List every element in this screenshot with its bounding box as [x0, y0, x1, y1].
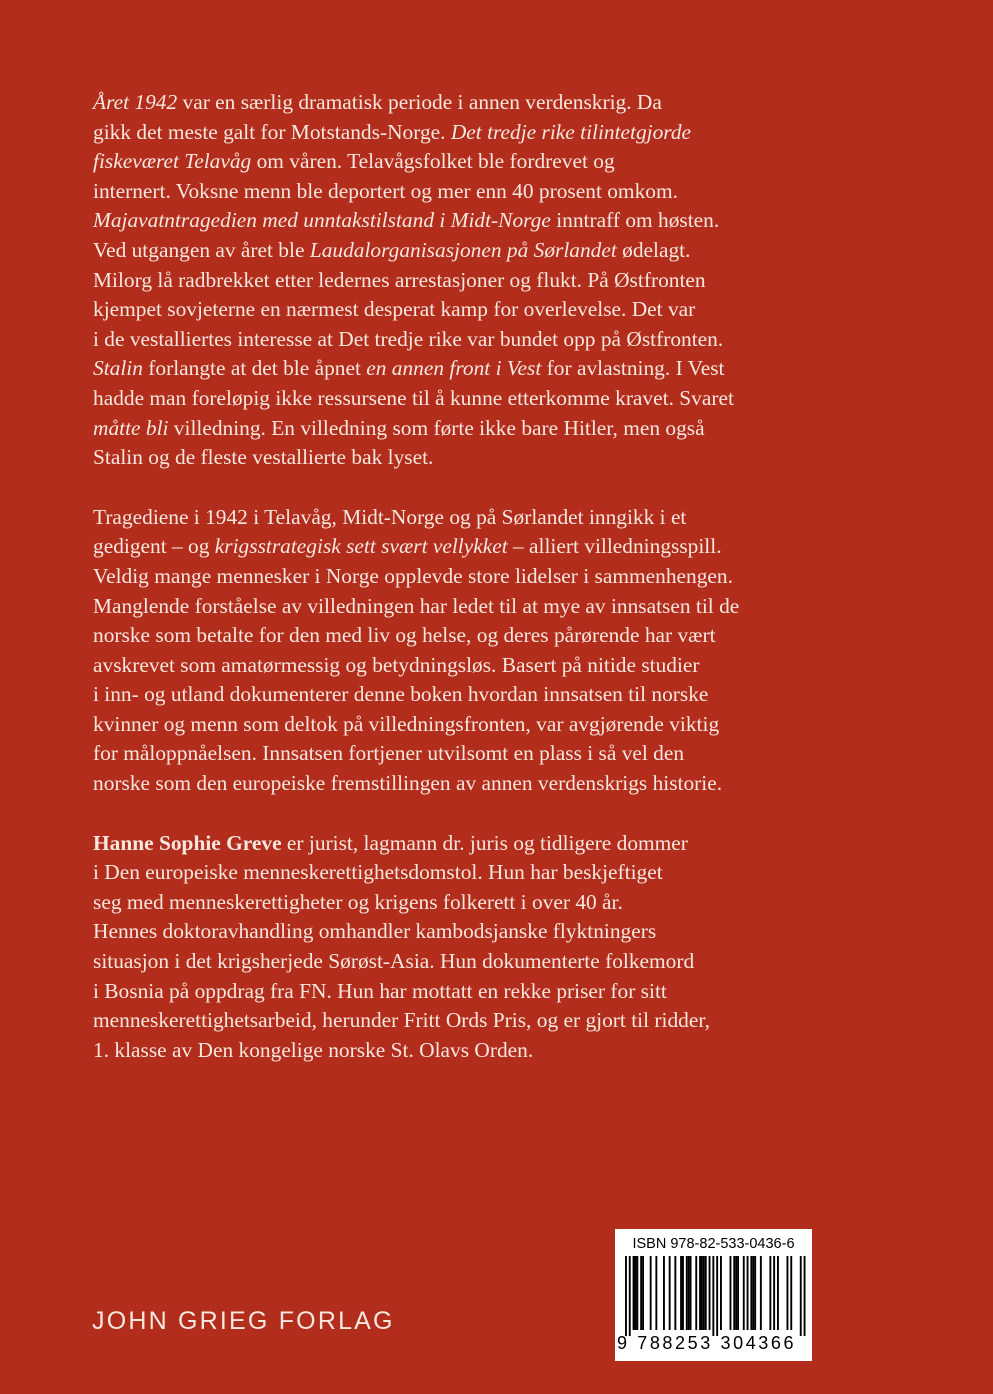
- text-line: avskrevet som amatørmessig og betydningsløs. Basert på nitide studier: [93, 652, 700, 677]
- barcode-bar: [699, 1256, 701, 1330]
- text-line: for måloppnåelsen. Innsatsen fortjener utvilsomt en plass i så vel den: [93, 741, 685, 766]
- text-line: internert. Voksne menn ble deportert og mer enn 40 prosent omkom.: [93, 178, 678, 203]
- text-line: norske som betalte for den med liv og helse, og deres pårørende har vært: [93, 623, 716, 648]
- text-line: fiskeværet Telavåg om våren. Telavågsfolket ble fordrevet og: [93, 149, 615, 174]
- text-line: kjempet sovjeterne en nærmest desperat kamp for overlevelse. Det var: [93, 297, 696, 322]
- text-line: Tragediene i 1942 i Telavåg, Midt-Norge og på Sørlandet inngikk i et: [93, 504, 687, 529]
- barcode-bar: [650, 1256, 652, 1330]
- barcode-bar: [747, 1256, 749, 1330]
- text-line: norske som den europeiske fremstillingen av annen verdenskrigs historie.: [93, 771, 723, 796]
- barcode-bar: [760, 1256, 762, 1330]
- text-line: i Bosnia på oppdrag fra FN. Hun har mottatt en rekke priser for sitt: [93, 978, 667, 1003]
- barcode-bar: [635, 1256, 637, 1330]
- barcode-bar: [716, 1256, 718, 1336]
- barcode-bar: [737, 1256, 739, 1330]
- barcode-bar: [769, 1256, 771, 1330]
- text-line: Året 1942 var en særlig dramatisk periode i annen verdenskrig. Da: [93, 90, 662, 114]
- barcode-digits: 9 788253 304366: [617, 1333, 797, 1353]
- barcode-bar: [773, 1256, 775, 1330]
- barcode-bar: [800, 1256, 802, 1336]
- text-line: 1. klasse av Den kongelige norske St. Olavs Orden.: [93, 1037, 534, 1062]
- isbn-barcode: [615, 1229, 812, 1361]
- barcode-bar: [640, 1256, 642, 1330]
- barcode-bar: [642, 1256, 644, 1330]
- text-line: gikk det meste galt for Motstands-Norge. Det tredje rike tilintetgjorde: [93, 119, 692, 144]
- barcode-bar: [663, 1256, 665, 1330]
- synopsis-paragraph-1: [93, 88, 893, 473]
- barcode-bar: [705, 1256, 707, 1330]
- barcode-bar: [701, 1256, 703, 1330]
- barcode-bar: [720, 1256, 722, 1330]
- publisher-name: JOHN GRIEG FORLAG: [92, 1307, 395, 1335]
- text-line: i de vestalliertes interesse at Det tredje rike var bundet opp på Østfronten.: [93, 326, 724, 351]
- paragraph-gap: [93, 473, 893, 503]
- text-line: Veldig mange mennesker i Norge opplevde store lidelser i sammenhengen.: [93, 563, 733, 588]
- isbn-label: ISBN 978-82-533-0436-6: [632, 1236, 795, 1252]
- barcode-bar: [674, 1256, 676, 1330]
- barcode-bar: [680, 1256, 682, 1330]
- barcode-bar: [750, 1256, 752, 1330]
- barcode-bar: [712, 1256, 714, 1336]
- barcode-bar: [787, 1256, 789, 1330]
- barcode-bar: [743, 1256, 745, 1330]
- text-line: Majavatntragedien med unntakstilstand i Midt-Norge inntraff om høsten.: [93, 208, 720, 233]
- text-line: kvinner og menn som deltok på villedningsfronten, var avgjørende viktig: [93, 711, 720, 736]
- text-line: Milorg lå radbrekket etter ledernes arrestasjoner og flukt. På Østfronten: [93, 267, 706, 292]
- barcode-bar: [804, 1256, 806, 1336]
- barcode-bar: [636, 1256, 638, 1330]
- barcode-bar: [790, 1256, 792, 1330]
- paragraph-gap: [93, 799, 893, 829]
- barcode-bar: [682, 1256, 684, 1330]
- text-line: Ved utgangen av året ble Laudalorganisasjonen på Sørlandet ødelagt.: [93, 237, 691, 262]
- barcode-bar: [695, 1256, 697, 1330]
- barcode-bar: [752, 1256, 754, 1330]
- text-line: gedigent – og krigsstrategisk sett svært vellykket – alliert villedningsspill.: [93, 534, 722, 559]
- text-line: Stalin og de fleste vestallierte bak lyset.: [93, 445, 434, 470]
- back-cover-text: [93, 88, 893, 1065]
- barcode-bar: [703, 1256, 705, 1330]
- text-line: Stalin forlangte at det ble åpnet en annen front i Vest for avlastning. I Vest: [93, 356, 725, 381]
- text-line: situasjon i det krigsherjede Sørøst-Asia. Hun dokumenterte folkemord: [93, 949, 695, 974]
- barcode-bar: [629, 1256, 631, 1336]
- author-bio-paragraph: [93, 829, 893, 1066]
- author-name: Hanne Sophie Greve: [93, 830, 282, 855]
- barcode-bar: [688, 1256, 690, 1330]
- barcode-bar: [730, 1256, 732, 1330]
- text-line: hadde man foreløpig ikke ressursene til å kunne etterkomme kravet. Svaret: [93, 385, 734, 410]
- text-line: Hennes doktoravhandling omhandler kambodsjanske flyktningers: [93, 919, 657, 944]
- barcode-bar: [733, 1256, 735, 1330]
- barcode-bar: [735, 1256, 737, 1330]
- text-line: Manglende forståelse av villedningen har ledet til at mye av innsatsen til de: [93, 593, 740, 618]
- text-line: i Den europeiske menneskerettighetsdomstol. Hun har beskjeftiget: [93, 860, 663, 885]
- barcode-bar: [690, 1256, 692, 1330]
- barcode-bar: [669, 1256, 671, 1330]
- text-line: menneskerettighetsarbeid, herunder Fritt Ords Pris, og er gjort til ridder,: [93, 1008, 710, 1033]
- barcode-bar: [709, 1256, 711, 1330]
- barcode-bar: [754, 1256, 756, 1330]
- barcode-bar: [777, 1256, 779, 1330]
- barcode-bar: [625, 1256, 627, 1336]
- barcode-bar: [633, 1256, 635, 1330]
- text-line: seg med menneskerettigheter og krigens folkerett i over 40 år.: [93, 889, 623, 914]
- synopsis-paragraph-2: [93, 503, 893, 799]
- text-line: Hanne Sophie Greve er jurist, lagmann dr. juris og tidligere dommer: [93, 830, 688, 855]
- text-line: måtte bli villedning. En villedning som førte ikke bare Hitler, men også: [93, 415, 705, 440]
- barcode-bars-icon: [615, 1256, 812, 1336]
- barcode-bar: [686, 1256, 688, 1330]
- text-line: i inn- og utland dokumenterer denne boken hvordan innsatsen til norske: [93, 682, 709, 707]
- barcode-bar: [655, 1256, 657, 1330]
